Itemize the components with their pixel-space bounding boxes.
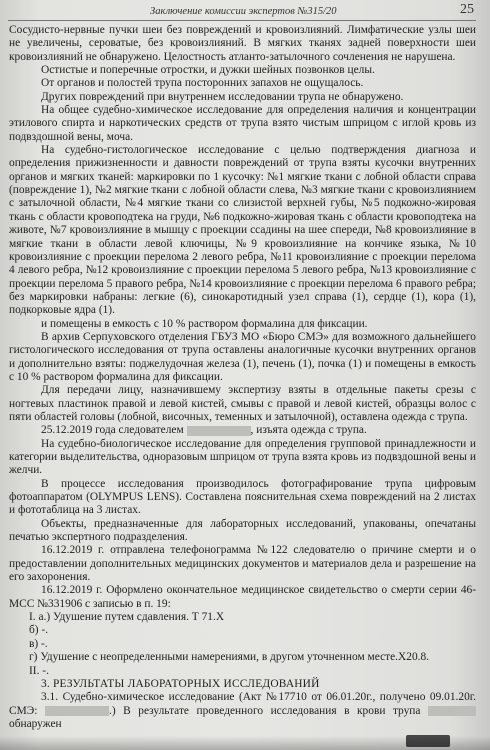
- paragraph-lab: [9, 691, 476, 731]
- page-number: 25: [460, 2, 474, 17]
- paragraph: 16.12.2019 г. отправлена телефонограмма №122 следователю о причине смерти и о предоставлении дополнительных медицинских документов и материалов дела и разрешение на его захоронения.: [9, 544, 476, 584]
- list-item: б) -.: [29, 624, 49, 637]
- paragraph: Других повреждений при внутреннем исследовании трупа не обнаружено.: [41, 90, 404, 103]
- paragraph-clothes: [9, 424, 476, 437]
- paragraph: Объекты, предназначенные для лабораторных исследований, упакованы, опечатаны печатью экспертного подразделения.: [9, 517, 476, 544]
- text-fragment: 3.1. Судебно-химическое исследование (Акт №17710 от 06.01.20г., получено 09.01.20г. СМЭ:: [9, 691, 476, 717]
- redacted-name: [187, 426, 251, 436]
- page-shadow: [0, 736, 490, 750]
- paragraph: На общее судебно-химическое исследование для определения наличия и концентрации этилового спирта и наркотических средств от трупа взято чистым шприцом с иглой кровь из подвздошной вены, моча.: [9, 104, 476, 143]
- paragraph: На судебно-биологическое исследование для определения групповой принадлежности и категории выделительства, одноразовым шприцом от трупа взята кровь из подвздошной вены и желчи.: [9, 437, 476, 477]
- paragraph: Остистые и поперечные отростки, и дужки шейных позвонков целы.: [41, 64, 375, 77]
- list-item: г) Удушение с неопределенными намерениями, в другом уточненном месте.Х20.8.: [29, 651, 430, 664]
- text-fragment: 25.12.2019 года следователем: [41, 424, 184, 437]
- paragraph: В архив Серпуховского отделения ГБУЗ МО «Бюро СМЭ» для возможного дальнейшего гистологического исследования от трупа оставлены аналогичные кусочки внутренних органов и дополнительно взяты: поджелудочная железа (1), печень (1), почка (1) и помещены в емкость с 10 % раствором формалина для фиксации.: [9, 330, 476, 383]
- redacted-name: [428, 706, 476, 716]
- paragraph: На судебно-гистологическое исследование с целью подтверждения диагноза и определения прижизненности и давности повреждений от трупа взяты кусочки внутренних органов и мягких тканей: маркировки по 1 кусочку: №1 мягкие ткани с лобной области справа (повреждение 1), №2 мягкие ткани с лобной области слева, №3 мягкие ткани с кровоизлиянием с затылочной области, №4 мягкие ткани со слизистой верхней губы, №5 подкожно-жировая ткань с области кровоподтека на груди, №6 подкожно-жировая ткань с области кровоподтека на животе, №7 кровоизлияние в мышцу с проекции ссадины на шее спереди, №8 кровоизлияние в мягкие ткани в области левой ключицы, №9 кровоизлияние на кончике языка, №10 кровоизлияние с проекции перелома 2 левого ребра, №11 кровоизлияние с проекции перелома 4 левого ребра, №12 кровоизлияние с проекции перелома 5 левого ребра, №13 кровоизлияние с проекции перелома 5 правого ребра, №14 кровоизлияние с проекции перелома 6 правого ребра; без маркировки набраны: легкие (6), синокаротидный узел справа (1), сердце (1), кора (1), подкорковые ядра (1).: [9, 144, 476, 317]
- paragraph: и помещены в емкость с 10 % раствором формалина для фиксации.: [41, 317, 368, 330]
- paragraph: От органов и полостей трупа посторонних запахов не ощущалось.: [41, 77, 364, 90]
- text-fragment: , изъята одежда с трупа.: [250, 424, 367, 437]
- header-divider: [8, 20, 476, 21]
- page-header-title: Заключение комиссии экспертов №315/20: [150, 6, 337, 17]
- document-body: [9, 24, 476, 731]
- paragraph: Для передачи лицу, назначившему экспертизу взяты в отдельные пакеты срезы с ногтевых пластинок правой и левой кистей, смывы с правой и левой кистей, образцы волос с пяти областей головы (лобной, височных, теменных и затылочной), оставлена одежда с трупа.: [9, 384, 476, 423]
- redacted-name: [45, 706, 109, 716]
- text-fragment: .) В результате проведенного исследования в крови трупа: [108, 704, 421, 717]
- list-item: II. -.: [29, 664, 49, 677]
- list-item: в) -.: [29, 637, 48, 650]
- paragraph: Сосудисто-нервные пучки шеи без повреждений и кровоизлияний. Лимфатические узлы шеи не увеличены, сероватые, без кровоизлияний. В мягких тканях задней поверхности шеи кровоизлияний не обнаружено. Целостность атланто-затылочного сочленения не нарушена.: [9, 24, 476, 63]
- list-item: I. а.) Удушение путем сдавления. Т 71.Х: [29, 611, 225, 624]
- text-fragment: обнаружен: [9, 717, 62, 730]
- section-heading: 3. РЕЗУЛЬТАТЫ ЛАБОРАТОРНЫХ ИССЛЕДОВАНИЙ: [41, 677, 320, 690]
- paragraph: В процессе исследования производилось фотографирование трупа цифровым фотоаппаратом (OLYMPUS LENS). Составлена пояснительная схема повреждений на 2 листах и фототаблица на 3 листах.: [9, 477, 476, 517]
- paragraph: 16.12.2019 г. Оформлено окончательное медицинское свидетельство о смерти серии 46-МСС №331906 с записью в п. 19:: [9, 584, 476, 610]
